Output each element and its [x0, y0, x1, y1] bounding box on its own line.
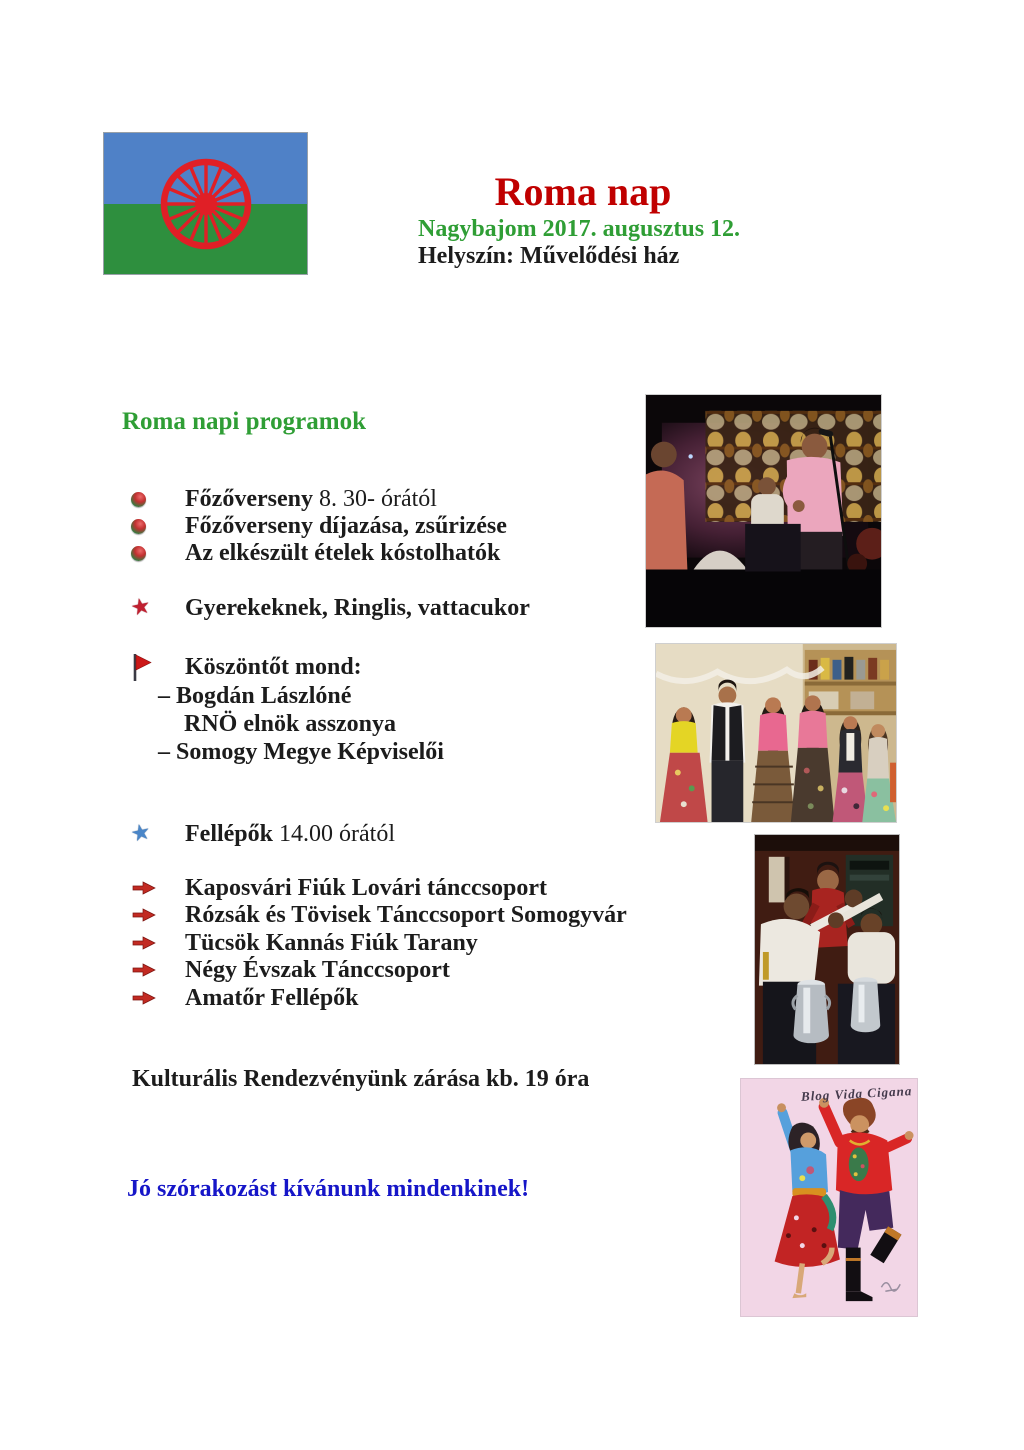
program-item-cooking-2	[131, 511, 507, 541]
greeting-sub-line: RNÖ elnök asszonya	[184, 711, 397, 737]
program-item-bold: Az elkészült ételek kóstolhatók	[185, 539, 501, 566]
program-item-text	[185, 595, 530, 622]
greeting-sub-line: – Somogy Megye Képviselői	[158, 739, 444, 765]
farewell-line: Jó szórakozást kívánunk mindenkinek!	[127, 1176, 530, 1202]
performer-name: Rózsák és Tövisek Tánccsoport Somogyvár	[185, 901, 627, 928]
performer-name: Amatőr Fellépők	[185, 984, 359, 1011]
bullet-sphere-icon	[131, 492, 146, 507]
roma-flag	[103, 132, 308, 275]
bullet-arrow-icon	[131, 991, 157, 1005]
bullet-arrow-icon	[131, 908, 157, 922]
performer-name: Tücsök Kannás Fiúk Tarany	[185, 929, 478, 956]
program-item-text	[185, 513, 507, 540]
section-title-programs: Roma napi programok	[122, 408, 367, 435]
folk-group-photo-art	[656, 644, 896, 822]
program-item-text	[185, 486, 437, 513]
milk-can-boys-photo-art	[755, 835, 899, 1064]
performer-name: Négy Évszak Tánccsoport	[185, 956, 450, 983]
bullet-sphere-icon	[131, 519, 146, 534]
bullet-arrow-icon	[131, 881, 157, 895]
performer-item	[131, 956, 450, 984]
program-item-text	[185, 821, 395, 848]
page-title: Roma nap	[494, 169, 672, 214]
concert-photo	[645, 394, 882, 628]
program-item-kids	[128, 593, 530, 623]
program-item-bold: Gyerekeknek, Ringlis, vattacukor	[185, 594, 530, 621]
program-item-cooking-1	[131, 484, 437, 514]
bullet-star-blue-icon: ★	[128, 819, 154, 848]
program-item-text	[185, 540, 500, 567]
greeting-speakers	[158, 682, 444, 766]
closing-line: Kulturális Rendezvényünk zárása kb. 19 óra	[132, 1066, 590, 1092]
illustration-caption: Blog Vida Cigana	[800, 1083, 913, 1104]
bullet-arrow-icon	[131, 936, 157, 950]
bullet-sphere-icon	[131, 546, 146, 561]
program-item-bold: Köszöntőt mond:	[185, 653, 362, 680]
folk-group-photo	[655, 643, 897, 823]
greeting-sub-line: – Bogdán Lászlóné	[158, 683, 352, 709]
event-location: Helyszín: Művelődési ház	[418, 243, 680, 269]
program-item-text	[185, 654, 362, 681]
flag-wheel-icon	[158, 156, 254, 252]
concert-photo-art	[646, 395, 881, 627]
program-item-bold: Főzőverseny	[185, 485, 313, 512]
performer-name: Kaposvári Fiúk Lovári tánccsoport	[185, 874, 548, 901]
performer-item	[131, 984, 359, 1012]
program-item-greeting	[131, 650, 362, 684]
program-item-performers-heading	[128, 819, 395, 849]
dancing-couple-art	[741, 1079, 917, 1316]
performer-item	[131, 874, 547, 902]
bullet-star-red-icon: ★	[128, 593, 154, 622]
performer-item	[131, 929, 478, 957]
event-date: Nagybajom 2017. augusztus 12.	[418, 216, 741, 242]
milk-can-boys-photo	[754, 834, 900, 1065]
dancing-couple-illustration	[740, 1078, 918, 1317]
program-item-bold: Főzőverseny díjazása, zsűrizése	[185, 512, 507, 539]
program-item-rest: 8. 30- órától	[312, 485, 437, 512]
performer-item	[131, 901, 627, 929]
program-item-cooking-3	[131, 538, 500, 568]
bullet-arrow-icon	[131, 963, 157, 977]
program-item-rest: 14.00 órától	[273, 820, 395, 847]
program-item-bold: Fellépők	[185, 820, 273, 847]
bullet-flag-icon	[131, 652, 152, 683]
